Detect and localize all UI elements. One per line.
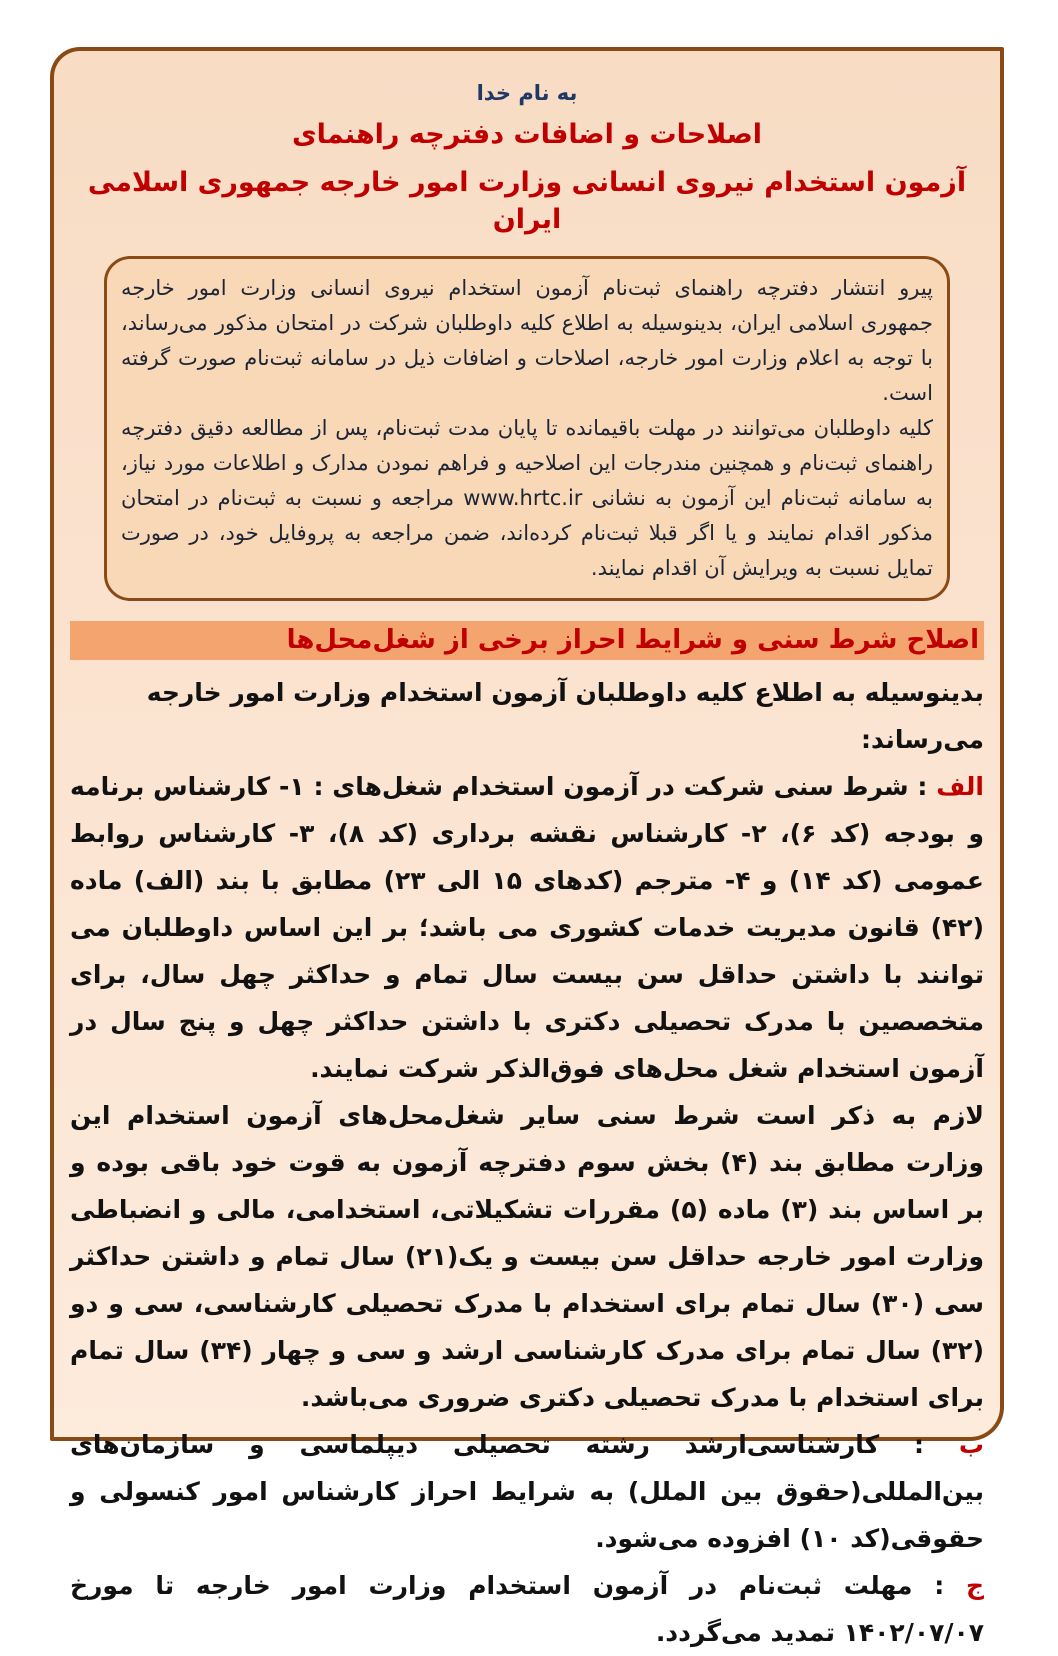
item-note: [70, 1092, 984, 1421]
intro-paragraph-2: [121, 411, 933, 586]
item-alef-label: الف: [936, 772, 984, 802]
item-be-label: ب: [958, 1430, 985, 1460]
bismillah-text: به نام خدا: [476, 81, 578, 105]
item-alef-separator: :: [908, 772, 937, 802]
item-be-text: کارشناسی‌ارشد رشته تحصیلی دیپلماسی و سازمان‌های بین‌المللی(حقوق بین الملل) به شرایط احراز کارشناس امور کنسولی و حقوقی(کد ۱۰) افزوده می‌شود.: [70, 1430, 984, 1554]
item-alef-text: شرط سنی شرکت در آزمون استخدام شغل‌های : ۱- کارشناس برنامه و بودجه (کد ۶)، ۲- کارشناس نقشه برداری (کد ۸)، ۳- کارشناس روابط عمومی (کد ۱۴) و ۴- مترجم (کدهای ۱۵ الی ۲۳) مطابق با بند (الف) ماده (۴۲) قانون مدیریت خدمات کشوری می باشد؛ بر این اساس داوطلبان می توانند با داشتن حداقل سن بیست سال تمام و حداکثر چهل سال، برای متخصصین با مدرک تحصیلی دکتری با داشتن حداکثر چهل و پنج سال در آزمون استخدام شغل محل‌های فوق‌الذکر شرکت نمایند.: [70, 772, 984, 1084]
intro-paragraph-1: پیرو انتشار دفترچه راهنمای ثبت‌نام آزمون استخدام نیروی انسانی وزارت امور خارجه جمهوری اسلامی ایران، بدینوسیله به اطلاع کلیه داوطلبان شرکت در امتحان مذکور می‌رساند، با توجه به اعلام وزارت امور خارجه، اصلاحات و اضافات ذیل در سامانه ثبت‌نام صورت گرفته است.: [121, 276, 933, 406]
item-be: [70, 1421, 984, 1562]
registration-website-url: www.hrtc.ir: [463, 486, 583, 511]
item-jim: [70, 1562, 984, 1656]
item-jim-separator: :: [912, 1571, 966, 1601]
intro-paragraph-2-before: کلیه داوطلبان می‌توانند در مهلت باقیمانده تا پایان مدت ثبت‌نام، پس از مطالعه دقیق دفترچه راهنمای ثبت‌نام و همچنین مندرجات این اصلاحیه و فراهم نمودن مدارک و اطلاعات مورد نیاز، به سامانه ثبت‌نام این آزمون به نشانی: [121, 416, 933, 511]
notice-content: [54, 81, 1000, 1656]
section-lead-line: بدینوسیله به اطلاع کلیه داوطلبان آزمون استخدام وزارت امور خارجه می‌رساند:: [146, 678, 984, 755]
intro-box: [104, 256, 950, 601]
item-jim-text: مهلت ثبت‌نام در آزمون استخدام وزارت امور خارجه تا مورخ ۱۴۰۲/۰۷/۰۷ تمدید می‌گردد.: [70, 1571, 984, 1648]
item-note-text: لازم به ذکر است شرط سنی سایر شغل‌محل‌های آزمون استخدام این وزارت مطابق بند (۴) بخش سوم دفترچه آزمون به قوت خود باقی بوده و بر اساس بند (۳) ماده (۵) مقررات تشکیلاتی، استخدامی، مالی و انضباطی وزارت امور خارجه حداقل سن بیست و یک(۲۱) سال تمام و داشتن حداکثر سی (۳۰) سال تمام برای استخدام با مدرک تحصیلی کارشناسی، سی و دو (۳۲) سال تمام برای مدرک کارشناسی ارشد و سی و چهار (۳۴) سال تمام برای استخدام با مدرک تحصیلی دکتری ضروری می‌باشد.: [70, 1101, 985, 1413]
item-jim-label: ج: [965, 1571, 984, 1601]
notice-page-frame: [50, 47, 1004, 1648]
notice-title-line1: اصلاحات و اضافات دفترچه راهنمای: [291, 119, 763, 150]
item-be-separator: :: [879, 1430, 959, 1460]
notice-title-line2: آزمون استخدام نیروی انسانی وزارت امور خارجه جمهوری اسلامی ایران: [87, 167, 967, 235]
section-header-bar: اصلاح شرط سنی و شرایط احراز برخی از شغل‌محل‌ها: [70, 621, 984, 660]
intro-paragraph-2-after: مراجعه و نسبت به ثبت‌نام در امتحان مذکور اقدام نمایند و یا اگر قبلا ثبت‌نام کرده‌اند، ضمن مراجعه به پروفایل خود، در صورت تمایل نسبت به ویرایش آن اقدام نمایند.: [121, 486, 933, 581]
item-alef: [70, 763, 984, 1092]
